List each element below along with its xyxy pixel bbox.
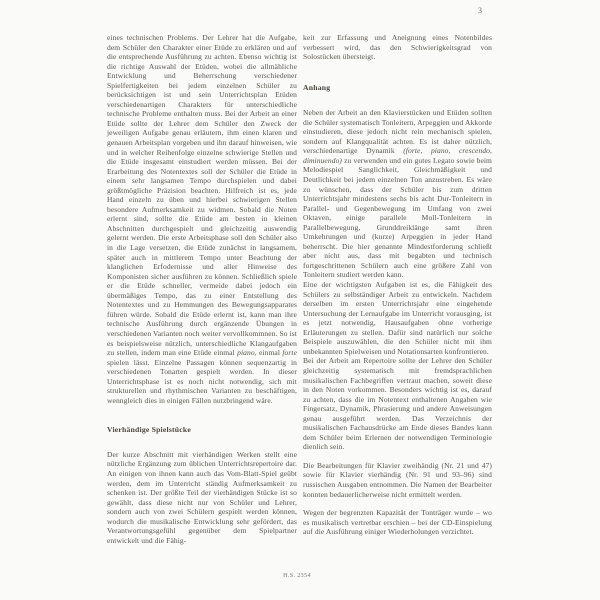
paragraph-segment: , einmal xyxy=(254,348,283,358)
body-paragraph-cd-einspielung: Wegen der begrenzten Kapazität der Tonträger wurde – wo es musikalisch vertretbar erschien – bei der CD-Einspielung auf die Ausführung einiger Wiederholungen verzichtet. xyxy=(303,508,492,537)
paragraph-segment: eines technischen Problems. Der Lehrer hat die Aufgabe, dem Schüler den Charakter einer Etüde zu erklären und auf die entsprechende Ausführung zu achten. Ebenso wichtig ist die richtige Auswahl der Etüden, wobei die allmähliche Entwicklung und Beherrschung verschiedener Spielfertigkeiten bei jedem einzelnen Schüler zu berücksichtigen ist und sein Unterrichtsplan Etüden verschiedenartigen Charakters für unterschiedliche technische Probleme enthalten muss. Bei der Arbeit an einer Etüde sollte der Lehrer dem Schüler den Zweck der jeweiligen Aufgabe genau erläutern, ihm einen klaren und genauen Arbeitsplan vorgeben und ihn darauf hinweisen, wie und in welcher Reihenfolge einzelne schwierige Stellen und die Etüde insgesamt einstudiert werden müssen. Bei der Erarbeitung des Notentextes soll der Schüler die Etüde in einem sehr langsamen Tempo durchspielen und dabei größtmögliche Präzision beachten. Hilfreich ist es, jede Hand einzeln zu üben und hierbei schwierigen Stellen besondere Aufmerksamkeit zu widmen. Sobald die Noten erlernt sind, sollte die Etüde am besten in kleinen Abschnitten durchgespielt und gleichzeitig auswendig gelernt werden. Die erste Arbeitsphase soll den Schüler also in die Lage versetzen, die Etüde zunächst in langsamem, später auch in mittlerem Tempo unter Beachtung der klanglichen Erfodernisse und aller Hinweise des Komponisten sicher ausführen zu können. Schließlich spiele er die Etüde schneller, vermeide dabei jedoch ein übermäßiges Tempo, das zu einer Entstellung des Notentextes und zu Hemmungen des Bewegungsapparates führen würde. Sobald die Etüde erlernt ist, kann man ihre technische Ausführung durch ergänzende Übungen in verschiedenen Varianten noch weiter vervollkommnen. So ist es beispielsweise nützlich, unterschiedliche Klangaufgaben zu stellen, indem man eine Etüde einmal xyxy=(107,33,297,358)
body-paragraph-selbstaendige-arbeit: Eine der wichtigsten Aufgaben ist es, die Fähigkeit des Schülers zu selbständiger Arbeit zu entwickeln. Nachdem derselben im ersten Unterrichtsjahr eine eingehende Untersuchung der Lernaufgabe im Unterricht vorausging, ist es jetzt notwendig, Hausaufgaben ohne vorherige Erläuterungen zu stellen. Dafür sind natürlich nur solche Beispiele auszuwählen, die den Schüler nicht mit ihm unbekannten Spielweisen und Notationsarten konfrontieren. xyxy=(303,280,492,356)
page-number: 3 xyxy=(478,6,482,15)
paragraph-segment: spielen lässt. Einzelne Passagen können sequenzartig in verschiedenen Tonarten gespielt werden. In dieser Unterrichtsphase ist es noch nicht notwendig, sich mit strukturellen und rhythmischen Varianten zu beschäftigen, wenngleich dies in einigen Fällen nutzbringend wäre. xyxy=(107,357,297,405)
body-paragraph-repertoire: Bei der Arbeit am Repertoire sollte der Lehrer den Schüler gleichzeitig systematisch mit fremdsprachlichen musikalischen Fachbegriffen vertraut machen, soweit diese in den Noten vorkommen. Besonders wichtig ist es, darauf zu achten, dass die im Notentext enthaltenen Angaben wie Fingersatz, Dynamik, Phrasierung und andere Anweisungen genau ausgeführt werden. Das Verzeichnis der musikalischen Fachausdrücke am Ende dieses Bandes kann dem Schüler beim Erlernen der notwendigen Terminologie dienlich sein. xyxy=(303,356,492,452)
body-paragraph-etudes xyxy=(107,33,297,405)
section-heading-anhang: Anhang xyxy=(303,82,331,92)
paragraph-segment-italic: forte xyxy=(282,348,297,358)
paragraph-segment-italic: (forte, piano, crescendo, diminuendo) xyxy=(303,146,492,165)
body-paragraph-tonleitern xyxy=(303,108,492,280)
paragraph-segment: Neben der Arbeit an den Klavierstücken und Etüden sollten die Schüler systematisch Tonleitern, Arpeggien und Akkorde einstudieren, diese jedoch nicht rein mechanisch spielen, sondern auf Klangqualität achten. Es ist daher nützlich, verschiedenartige Dynamik xyxy=(303,108,492,156)
left-text-column xyxy=(107,33,297,545)
paragraph-segment: zu verwenden und ein gutes Legato sowie beim Melodiespiel Sanglichkeit, Gleichmäßigkeit und Deutlichkeit bei jedem einzelnen Ton anzustreben. Es wäre zu wünschen, dass der Schüler bis zum dritten Unterrichtsjahr mindestens sechs bis acht Dur-Tonleitern in Parallel- und Gegenbewegung im Umfang von zwei Oktaven, einige parallele Moll-Tonleitern in Parallelbewegung, Grunddreiklänge samt ihren Umkehrungen und (kurze) Arpeggien in jeder Hand beherrscht. Die hier genannte Mindestforderung schließt aber nicht aus, dass mit begabten und technisch fortgeschrittenen Schülern auch eine größere Zahl von Tonleitern studiert werden kann. xyxy=(303,155,492,280)
right-text-column xyxy=(303,33,492,537)
body-paragraph-bearbeitungen: Die Bearbeitungen für Klavier zweihändig (Nr. 21 und 47) sowie für Klavier vierhändig (Nr. 91 und 93–96) sind russischen Ausgaben entnommen. Die Namen der Bearbeiter konnten bedauerlicherweise nicht ermittelt werden. xyxy=(303,460,492,499)
plate-number: H.S. 2354 xyxy=(283,573,311,579)
body-paragraph-continuation: keit zur Erfassung und Aneignung eines Notenbildes verbessert wird, das den Schwierigkeitsgrad von Solostücken übersteigt. xyxy=(303,33,492,62)
paragraph-segment-italic: piano xyxy=(237,348,255,358)
body-paragraph-vierhaendige: Der kurze Abschnitt mit vierhändigen Werken stellt eine nützliche Ergänzung zum üblichen Unterrichtsrepertoire dar. An einigen von ihnen kann auch das Vom-Blatt-Spiel geübt werden, dem im Unterricht ständig Aufmerksamkeit zu schenken ist. Der größte Teil der vierhändigen Stücke ist so gewählt, dass diese nicht nur von Schüler und Lehrer, sondern auch von zwei Schülern gespielt werden können, wodurch die musikalische Entwicklung sehr gefördert, das Verantwortungsgefühl gegenüber dem Spielpartner entwickelt und die Fähig- xyxy=(107,449,297,545)
section-heading-vierhaendige-spielstuecke: Vierhändige Spielstücke xyxy=(107,425,191,435)
